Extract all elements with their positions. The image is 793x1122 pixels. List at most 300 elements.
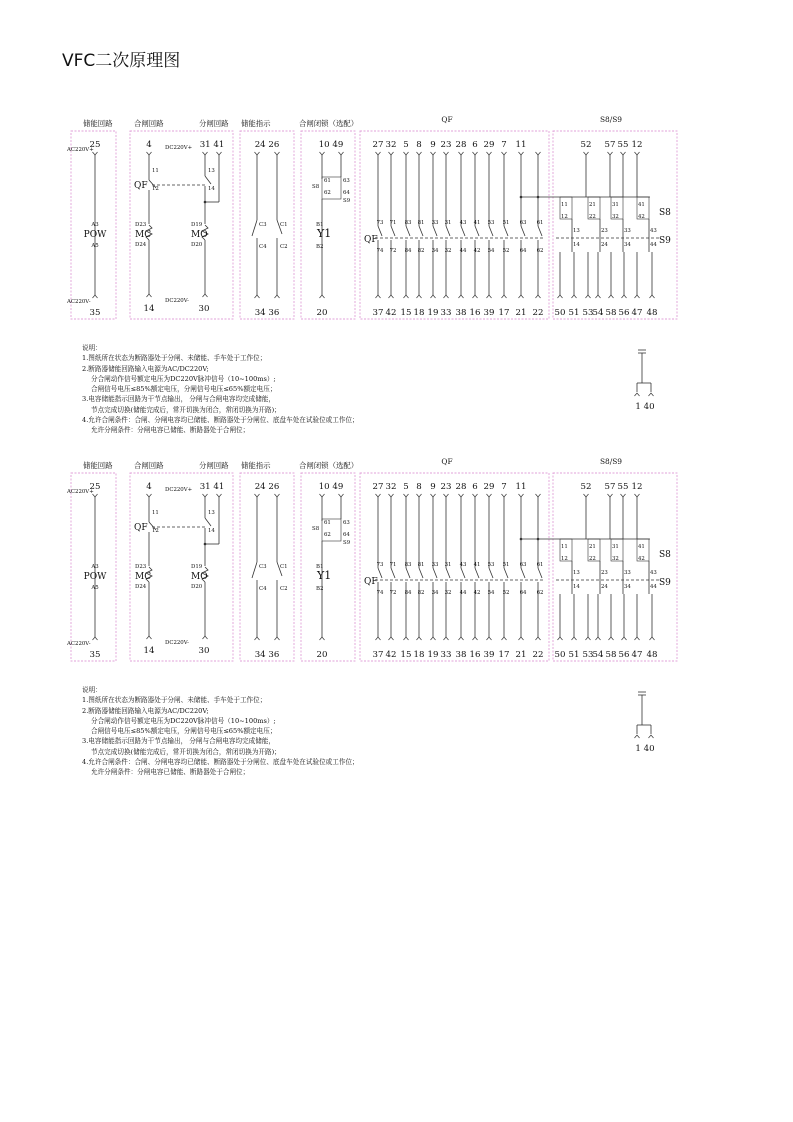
terminal-mark xyxy=(275,494,280,497)
qf-bottom-terminal: 38 xyxy=(455,650,467,660)
qf-top-terminal: 28 xyxy=(455,140,467,150)
qf-contact xyxy=(489,568,493,578)
terminal-mark xyxy=(203,152,208,155)
qf-bottom-terminal: 22 xyxy=(532,650,544,660)
qf-contact-top-label: 73 xyxy=(376,562,384,568)
s-contact-mid-label: 42 xyxy=(638,556,645,562)
mc-label: MC xyxy=(135,230,152,240)
terminal-mark xyxy=(487,494,492,497)
header-storage: 储能回路 xyxy=(83,119,113,128)
qf-top-terminal: 27 xyxy=(372,482,384,492)
terminal-mark xyxy=(147,152,152,155)
ac-minus-label: AC220V- xyxy=(67,641,91,647)
qf-top-terminal: 8 xyxy=(416,140,422,150)
s-top-terminal: 55 xyxy=(617,482,629,492)
qf-contact-bot-label: 44 xyxy=(459,248,467,254)
terminal-mark xyxy=(376,152,381,155)
qf-contact-top-label: 33 xyxy=(431,220,439,226)
terminal-mark xyxy=(459,295,464,298)
s-contact-low-label: 13 xyxy=(573,228,580,234)
qf-contact-bot-label: 34 xyxy=(431,590,439,596)
qf-contact xyxy=(475,226,479,236)
qf-bottom-terminal: 37 xyxy=(372,308,384,318)
s-contact-top-label: 21 xyxy=(589,544,596,550)
s-contact-low-label: 23 xyxy=(601,570,608,576)
terminal-mark xyxy=(389,494,394,497)
qf-bottom-terminal: 15 xyxy=(400,308,412,318)
s-contact-top-label: 41 xyxy=(638,544,645,550)
qf-contact-bot-label: 72 xyxy=(389,248,397,254)
header-interlock: 合闸闭锁（选配） xyxy=(299,119,359,128)
notes-heading: 说明： xyxy=(82,686,102,694)
qf-top-terminal: 6 xyxy=(472,140,478,150)
note-line: 3.电容储能指示回路为干节点输出， 分闸与合闸电容均完成储能， xyxy=(82,737,276,746)
qf-top-terminal: 6 xyxy=(472,482,478,492)
terminal-mark xyxy=(203,494,208,497)
s-top-terminal: 57 xyxy=(604,482,616,492)
s8-label: S8 xyxy=(659,208,671,218)
s-contact-low-label: 23 xyxy=(601,228,608,234)
terminal-mark xyxy=(93,494,98,497)
ac-minus-label: AC220V- xyxy=(67,299,91,305)
qf-contact-bot-label: 52 xyxy=(502,248,510,254)
terminal-mark xyxy=(536,152,541,155)
s-bottom-terminal: 48 xyxy=(646,650,658,660)
qf-contact-bot-label: 84 xyxy=(404,248,412,254)
indicator-contact-nc xyxy=(252,220,257,236)
header-indicator: 储能指示 xyxy=(241,119,271,128)
terminal-mark xyxy=(635,637,640,640)
lock-61-label: 61 xyxy=(324,520,331,526)
dc-plus-label: DC220V+ xyxy=(165,487,193,493)
qf-bottom-terminal: 39 xyxy=(483,308,495,318)
header-open: 分闸回路 xyxy=(199,119,229,128)
qf-bottom-terminal: 33 xyxy=(440,650,452,660)
qf-contact xyxy=(433,568,437,578)
terminal-mark xyxy=(417,494,422,497)
close-top-terminal: 4 xyxy=(146,140,152,150)
storage-top-terminal: 25 xyxy=(89,140,101,150)
pow-label: POW xyxy=(83,230,107,240)
terminal-mark xyxy=(536,494,541,497)
b1-label: B1 xyxy=(316,564,324,570)
header-qf: QF xyxy=(441,115,453,124)
b1-label: B1 xyxy=(316,222,324,228)
terminal-mark xyxy=(596,637,601,640)
terminal-mark xyxy=(609,637,614,640)
s-contact-low-label: 43 xyxy=(650,228,657,234)
junction-dot xyxy=(204,201,207,204)
qf-bottom-terminal: 19 xyxy=(427,308,439,318)
s-bottom-terminal: 53 xyxy=(582,308,594,318)
terminal-mark xyxy=(444,295,449,298)
lock-s8-label: S8 xyxy=(312,184,320,190)
s-bottom-terminal: 50 xyxy=(554,650,566,660)
terminal-mark xyxy=(404,295,409,298)
notes-block-2 xyxy=(82,685,359,778)
qf-contact-bot-label: 42 xyxy=(473,248,481,254)
interlock-box xyxy=(301,131,355,319)
qf-contact-top-label: 61 xyxy=(536,220,544,226)
open-14-label: 14 xyxy=(208,528,215,534)
terminal-mark xyxy=(389,637,394,640)
s-contact-bot-label: 14 xyxy=(573,584,580,590)
qf-contact-top-label: 41 xyxy=(473,220,481,226)
terminal-mark xyxy=(417,295,422,298)
qf-bottom-terminal: 42 xyxy=(385,650,397,660)
qf-bottom-terminal: 15 xyxy=(400,650,412,660)
terminal-mark xyxy=(444,637,449,640)
close-bottom-terminal: 14 xyxy=(143,646,155,656)
lock-64-label: 64 xyxy=(343,190,350,196)
terminal-mark xyxy=(635,393,640,396)
dc-plus-label: DC220V+ xyxy=(165,145,193,151)
s-bottom-terminal: 56 xyxy=(618,650,630,660)
s-contact-mid-label: 12 xyxy=(561,214,568,220)
qf-contact-bot-label: 84 xyxy=(404,590,412,596)
s-top-terminal: 12 xyxy=(631,140,643,150)
qf-bottom-terminal: 21 xyxy=(515,308,527,318)
terminal-mark xyxy=(519,295,524,298)
terminal-mark xyxy=(147,494,152,497)
s-contact-bot-label: 34 xyxy=(624,242,631,248)
s-top-terminal: 52 xyxy=(580,482,592,492)
header-storage: 储能回路 xyxy=(83,461,113,470)
s-contact-bot-label: 14 xyxy=(573,242,580,248)
qf-contact xyxy=(504,568,508,578)
terminal-mark xyxy=(586,637,591,640)
terminal-mark xyxy=(621,494,626,497)
s-contact-bot-label: 24 xyxy=(601,584,608,590)
terminal-mark xyxy=(389,152,394,155)
terminal-mark xyxy=(93,295,98,298)
lock-62-label: 62 xyxy=(324,190,331,196)
qf-contact-bot-label: 74 xyxy=(376,590,384,596)
terminal-mark xyxy=(275,637,280,640)
terminal-mark xyxy=(596,295,601,298)
pow-label: POW xyxy=(83,572,107,582)
qf-contact xyxy=(391,568,395,578)
notes-heading: 说明： xyxy=(82,344,102,352)
terminal-mark xyxy=(487,152,492,155)
terminal-mark xyxy=(502,295,507,298)
b2-label: B2 xyxy=(316,244,324,250)
terminal-mark xyxy=(320,637,325,640)
qf-top-terminal: 32 xyxy=(385,482,397,492)
terminal-mark xyxy=(275,152,280,155)
dc-minus-label: DC220V- xyxy=(165,298,189,304)
qf-contact-top-label: 63 xyxy=(519,220,527,226)
qf-contact-top-label: 63 xyxy=(519,562,527,568)
terminal-mark xyxy=(473,295,478,298)
note-line: 4.允许合闸条件：合闸、分闸电容均已储能、断路器处于分闸位、底盘车处在试验位或工作位； xyxy=(82,758,359,767)
terminal-mark xyxy=(649,393,654,396)
notes-block-1 xyxy=(82,343,359,436)
terminal-mark xyxy=(404,152,409,155)
open-top-terminal: 31 41 xyxy=(199,140,225,150)
terminal-mark xyxy=(376,494,381,497)
qf-contact xyxy=(391,226,395,236)
qf-top-terminal: 9 xyxy=(430,140,436,150)
qf-contact xyxy=(538,568,542,578)
terminal-mark xyxy=(536,637,541,640)
terminal-mark xyxy=(635,295,640,298)
terminal-mark xyxy=(444,494,449,497)
s8-label: S8 xyxy=(659,550,671,560)
terminal-mark xyxy=(586,295,591,298)
note-line: 1.图纸所在状态为断路器处于分闸、未储能、手车处于工作位； xyxy=(82,354,267,363)
qf-contact-top-label: 83 xyxy=(404,220,412,226)
qf-contact-bot-label: 64 xyxy=(519,590,527,596)
qf-top-terminal: 7 xyxy=(501,482,507,492)
terminal-mark xyxy=(635,152,640,155)
qf-top-terminal: 7 xyxy=(501,140,507,150)
qf-contact xyxy=(489,226,493,236)
terminal-mark xyxy=(389,295,394,298)
qf-top-terminal: 23 xyxy=(440,482,452,492)
qf-contact-bot-label: 82 xyxy=(417,590,425,596)
indicator-bottom-terminals: 34 36 xyxy=(254,650,280,660)
note-line: 节点完成切换(储能完成后，常开切换为闭合，常闭切换为开路)； xyxy=(91,747,281,756)
lock-61-label: 61 xyxy=(324,178,331,184)
s-contact-top-label: 31 xyxy=(612,202,619,208)
note-line: 合闸信号电压≤85%额定电压，分闸信号电压≤65%额定电压； xyxy=(91,727,277,736)
header-interlock: 合闸闭锁（选配） xyxy=(299,461,359,470)
mo-label: MO xyxy=(191,230,208,240)
qf-bottom-terminal: 21 xyxy=(515,650,527,660)
interlock-bottom-terminal: 20 xyxy=(316,308,328,318)
s-bottom-terminal: 54 xyxy=(592,650,604,660)
qf-label-main: QF xyxy=(364,577,378,587)
header-s8s9: S8/S9 xyxy=(599,457,623,466)
note-line: 2.断路器储能回路输入电源为AC/DC220V; xyxy=(82,706,209,715)
qf-contact-top-label: 83 xyxy=(404,562,412,568)
a5-label: A5 xyxy=(91,585,99,591)
open-top-terminal: 31 41 xyxy=(199,482,225,492)
terminal-mark xyxy=(459,494,464,497)
qf-bottom-terminal: 17 xyxy=(498,650,510,660)
open-13-label: 13 xyxy=(208,168,215,174)
junction-dot xyxy=(204,543,207,546)
b2-label: B2 xyxy=(316,586,324,592)
terminal-mark xyxy=(558,637,563,640)
note-line: 合闸信号电压≤85%额定电压，分闸信号电压≤65%额定电压； xyxy=(91,385,277,394)
s-contact-low-label: 13 xyxy=(573,570,580,576)
open-bottom-terminal: 30 xyxy=(198,304,210,314)
s-top-terminal: 57 xyxy=(604,140,616,150)
d20-label: D20 xyxy=(191,242,203,248)
qf-top-terminal: 11 xyxy=(515,482,527,492)
qf-bottom-terminal: 16 xyxy=(469,650,481,660)
s-top-terminal: 12 xyxy=(631,482,643,492)
page-title: VFC二次原理图 xyxy=(62,51,181,71)
qf-top-terminal: 29 xyxy=(483,482,495,492)
qf-contact-bot-label: 42 xyxy=(473,590,481,596)
close-12-label: 12 xyxy=(152,528,159,534)
terminal-mark xyxy=(572,295,577,298)
qf-contact xyxy=(538,226,542,236)
terminal-mark xyxy=(404,637,409,640)
interlock-top-terminals: 10 49 xyxy=(318,482,344,492)
qf-label-close: QF xyxy=(134,181,148,191)
qf-contact-bot-label: 32 xyxy=(444,248,452,254)
qf-contact xyxy=(521,226,525,236)
s-bottom-terminal: 53 xyxy=(582,650,594,660)
s9-label: S9 xyxy=(659,236,671,246)
open-contact xyxy=(205,518,211,526)
qf-contact xyxy=(446,568,450,578)
s-contact-top-label: 21 xyxy=(589,202,596,208)
s-contact-top-label: 11 xyxy=(561,544,568,550)
qf-bottom-terminal: 17 xyxy=(498,308,510,318)
qf-label-main: QF xyxy=(364,235,378,245)
note-line: 分合闸动作信号额定电压为DC220V脉冲信号（10~100ms）; xyxy=(91,716,276,725)
qf-bottom-terminal: 38 xyxy=(455,308,467,318)
terminal-mark xyxy=(622,295,627,298)
terminal-mark xyxy=(417,637,422,640)
d24-label: D24 xyxy=(135,584,147,590)
terminal-mark xyxy=(622,637,627,640)
qf-contact-bot-label: 34 xyxy=(431,248,439,254)
qf-contact-top-label: 53 xyxy=(487,562,495,568)
qf-contact-top-label: 53 xyxy=(487,220,495,226)
s-contact-mid-label: 32 xyxy=(612,214,619,220)
open-13-label: 13 xyxy=(208,510,215,516)
close-11-label: 11 xyxy=(152,168,159,174)
terminal-mark xyxy=(431,295,436,298)
s9-label: S9 xyxy=(659,578,671,588)
qf-contact-bot-label: 54 xyxy=(487,248,495,254)
terminal-mark xyxy=(320,295,325,298)
terminal-mark xyxy=(621,152,626,155)
qf-contact xyxy=(504,226,508,236)
terminal-mark xyxy=(519,637,524,640)
note-line: 4.允许合闸条件：合闸、分闸电容均已储能、断路器处于分闸位、底盘车处在试验位或工作位； xyxy=(82,416,359,425)
qf-bottom-terminal: 22 xyxy=(532,308,544,318)
qf-top-terminal: 28 xyxy=(455,482,467,492)
s-bottom-terminal: 58 xyxy=(605,650,617,660)
qf-top-terminal: 23 xyxy=(440,140,452,150)
qf-bottom-terminal: 16 xyxy=(469,308,481,318)
qf-contact-top-label: 31 xyxy=(444,220,452,226)
d19-label: D19 xyxy=(191,564,203,570)
qf-contact-top-label: 31 xyxy=(444,562,452,568)
side-terminal-numbers: 1 40 xyxy=(635,402,655,412)
c4-label: C4 xyxy=(259,244,267,250)
s-contact-top-label: 41 xyxy=(638,202,645,208)
terminal-mark xyxy=(473,637,478,640)
s-bottom-terminal: 48 xyxy=(646,308,658,318)
terminal-mark xyxy=(431,152,436,155)
qf-label-close: QF xyxy=(134,523,148,533)
terminal-mark xyxy=(404,494,409,497)
storage-top-terminal: 25 xyxy=(89,482,101,492)
c4-label: C4 xyxy=(259,586,267,592)
qf-contact xyxy=(461,226,465,236)
s-bottom-terminal: 47 xyxy=(631,308,643,318)
s-contact-mid-label: 32 xyxy=(612,556,619,562)
s-bottom-terminal: 50 xyxy=(554,308,566,318)
s-bottom-terminal: 47 xyxy=(631,650,643,660)
qf-contact-top-label: 73 xyxy=(376,220,384,226)
d20-label: D20 xyxy=(191,584,203,590)
s-contact-top-label: 11 xyxy=(561,202,568,208)
terminal-mark xyxy=(320,494,325,497)
junction-dot xyxy=(520,538,523,541)
c2-label: C2 xyxy=(280,586,288,592)
terminal-mark xyxy=(339,494,344,497)
terminal-mark xyxy=(649,735,654,738)
s-contact-mid-label: 22 xyxy=(589,214,596,220)
qf-contact-bot-label: 72 xyxy=(389,590,397,596)
qf-top-terminal: 32 xyxy=(385,140,397,150)
d23-label: D23 xyxy=(135,222,147,228)
terminal-mark xyxy=(459,637,464,640)
qf-contact-top-label: 71 xyxy=(389,220,397,226)
ac-plus-label: AC220V+ xyxy=(67,489,94,495)
terminal-mark xyxy=(376,637,381,640)
header-indicator: 储能指示 xyxy=(241,461,271,470)
lock-62-label: 62 xyxy=(324,532,331,538)
terminal-mark xyxy=(650,637,655,640)
lock-64-label: 64 xyxy=(343,532,350,538)
qf-contact xyxy=(406,226,410,236)
terminal-mark xyxy=(376,295,381,298)
terminal-mark xyxy=(487,637,492,640)
d19-label: D19 xyxy=(191,222,203,228)
indicator-bottom-terminals: 34 36 xyxy=(254,308,280,318)
terminal-mark xyxy=(255,295,260,298)
d24-label: D24 xyxy=(135,242,147,248)
terminal-mark xyxy=(275,295,280,298)
s-bottom-terminal: 51 xyxy=(568,308,580,318)
terminal-mark xyxy=(609,295,614,298)
storage-bottom-terminal: 35 xyxy=(89,650,101,660)
terminal-mark xyxy=(558,295,563,298)
s-contact-mid-label: 42 xyxy=(638,214,645,220)
s-contact-low-label: 33 xyxy=(624,228,631,234)
header-open: 分闸回路 xyxy=(199,461,229,470)
c3-label: C3 xyxy=(259,564,267,570)
indicator-contact-nc xyxy=(252,562,257,578)
qf-contact xyxy=(433,226,437,236)
ac-plus-label: AC220V+ xyxy=(67,147,94,153)
qf-contact xyxy=(446,226,450,236)
s-contact-bot-label: 34 xyxy=(624,584,631,590)
note-line: 节点完成切换(储能完成后，常开切换为闭合，常闭切换为开路)； xyxy=(91,405,281,414)
qf-contact xyxy=(419,568,423,578)
terminal-mark xyxy=(320,152,325,155)
qf-contact-bot-label: 62 xyxy=(536,590,544,596)
s-contact-low-label: 43 xyxy=(650,570,657,576)
terminal-mark xyxy=(217,152,222,155)
qf-bottom-terminal: 18 xyxy=(413,650,425,660)
terminal-mark xyxy=(255,152,260,155)
c2-label: C2 xyxy=(280,244,288,250)
terminal-mark xyxy=(93,637,98,640)
qf-contact-bot-label: 44 xyxy=(459,590,467,596)
qf-contact xyxy=(406,568,410,578)
terminal-mark xyxy=(473,152,478,155)
s-contact-low-label: 33 xyxy=(624,570,631,576)
close-top-terminal: 4 xyxy=(146,482,152,492)
qf-contact-bot-label: 32 xyxy=(444,590,452,596)
y1-label: Y1 xyxy=(317,569,332,582)
dc-minus-label: DC220V- xyxy=(165,640,189,646)
qf-contact-top-label: 33 xyxy=(431,562,439,568)
header-s8s9: S8/S9 xyxy=(599,115,623,124)
qf-bottom-terminal: 37 xyxy=(372,650,384,660)
